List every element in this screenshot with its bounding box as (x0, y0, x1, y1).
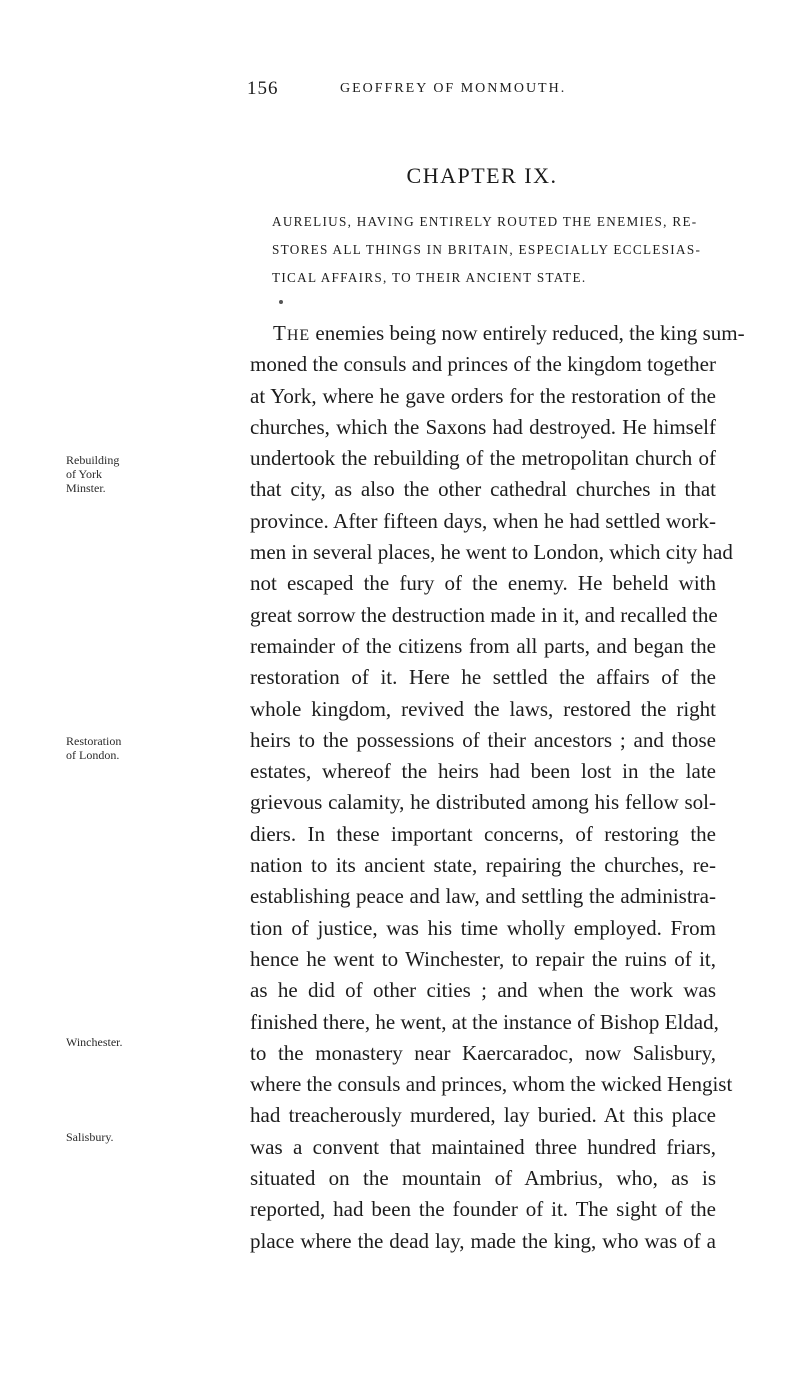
body-line: estates, whereof the heirs had been lost in the late (250, 759, 716, 784)
page-number: 156 (247, 78, 279, 99)
body-line: men in several places, he went to London, which city had (250, 540, 733, 565)
body-line: whole kingdom, revived the laws, restored the right (250, 696, 716, 721)
first-word-small-caps: THE (273, 321, 311, 345)
body-line: to the monastery near Kaercaradoc, now Salisbury, (250, 1040, 716, 1065)
body-line: moned the consuls and princes of the kingdom together (250, 352, 716, 377)
body-line: province. After fifteen days, when he had settled work- (250, 508, 716, 533)
margin-note-winchester (66, 1035, 196, 1049)
summary-line: AURELIUS, HAVING ENTIRELY ROUTED THE ENEMIES, RE- (272, 214, 698, 229)
running-title: GEOFFREY OF MONMOUTH. (340, 81, 567, 96)
body-line: undertook the rebuilding of the metropolitan church of (250, 446, 716, 471)
summary-line: TICAL AFFAIRS, TO THEIR ANCIENT STATE. (272, 270, 587, 285)
running-head (0, 78, 800, 102)
margin-note-line: of York (66, 467, 103, 481)
ink-speck (279, 300, 283, 304)
body-line: nation to its ancient state, repairing the churches, re- (250, 853, 716, 878)
body-line: great sorrow the destruction made in it, and recalled the (250, 602, 718, 627)
body-line: place where the dead lay, made the king, who was of a (250, 1228, 716, 1253)
body-line: restoration of it. Here he settled the affairs of the (250, 665, 716, 690)
body-line: reported, had been the founder of it. The sight of the (250, 1197, 716, 1222)
body-line: not escaped the fury of the enemy. He beheld with (250, 571, 716, 596)
body-line: that city, as also the other cathedral churches in that (250, 477, 716, 502)
margin-note-line: Restoration (66, 734, 122, 748)
margin-note-london (66, 734, 196, 762)
body-line: was a convent that maintained three hundred friars, (250, 1134, 716, 1159)
body-line: where the consuls and princes, whom the wicked Hengist (250, 1072, 733, 1097)
margin-note-york (66, 453, 196, 495)
body-line: tion of justice, was his time wholly employed. From (250, 915, 716, 940)
body-line: grievous calamity, he distributed among his fellow sol- (250, 790, 716, 815)
body-line: finished there, he went, at the instance of Bishop Eldad, (250, 1009, 719, 1034)
summary-line: STORES ALL THINGS IN BRITAIN, ESPECIALLY ECCLESIAS- (272, 242, 702, 257)
margin-note-salisbury (66, 1130, 196, 1144)
body-line: diers. In these important concerns, of restoring the (250, 821, 716, 846)
margin-note-line: Salisbury. (66, 1130, 114, 1144)
body-line: churches, which the Saxons had destroyed. He himself (250, 414, 716, 439)
margin-note-line: of London. (66, 748, 120, 762)
body-line: establishing peace and law, and settling the administra- (250, 884, 716, 909)
body-line-text: enemies being now entirely reduced, the king sum- (310, 321, 745, 345)
body-line: remainder of the citizens from all parts, and began the (250, 633, 716, 658)
body-line: as he did of other cities ; and when the work was (250, 978, 716, 1003)
body-line: hence he went to Winchester, to repair the ruins of it, (250, 946, 716, 971)
body-line: at York, where he gave orders for the restoration of the (250, 383, 716, 408)
chapter-heading: CHAPTER IX. (406, 163, 558, 188)
body-line: had treacherously murdered, lay buried. At this place (250, 1103, 716, 1128)
body-text (250, 318, 745, 1257)
margin-note-line: Minster. (66, 481, 106, 495)
body-line: heirs to the possessions of their ancestors ; and those (250, 727, 716, 752)
body-line (250, 318, 745, 349)
chapter-summary (272, 208, 714, 292)
margin-note-line: Rebuilding (66, 453, 120, 467)
margin-note-line: Winchester. (66, 1035, 123, 1049)
body-line: situated on the mountain of Ambrius, who, as is (250, 1166, 716, 1191)
